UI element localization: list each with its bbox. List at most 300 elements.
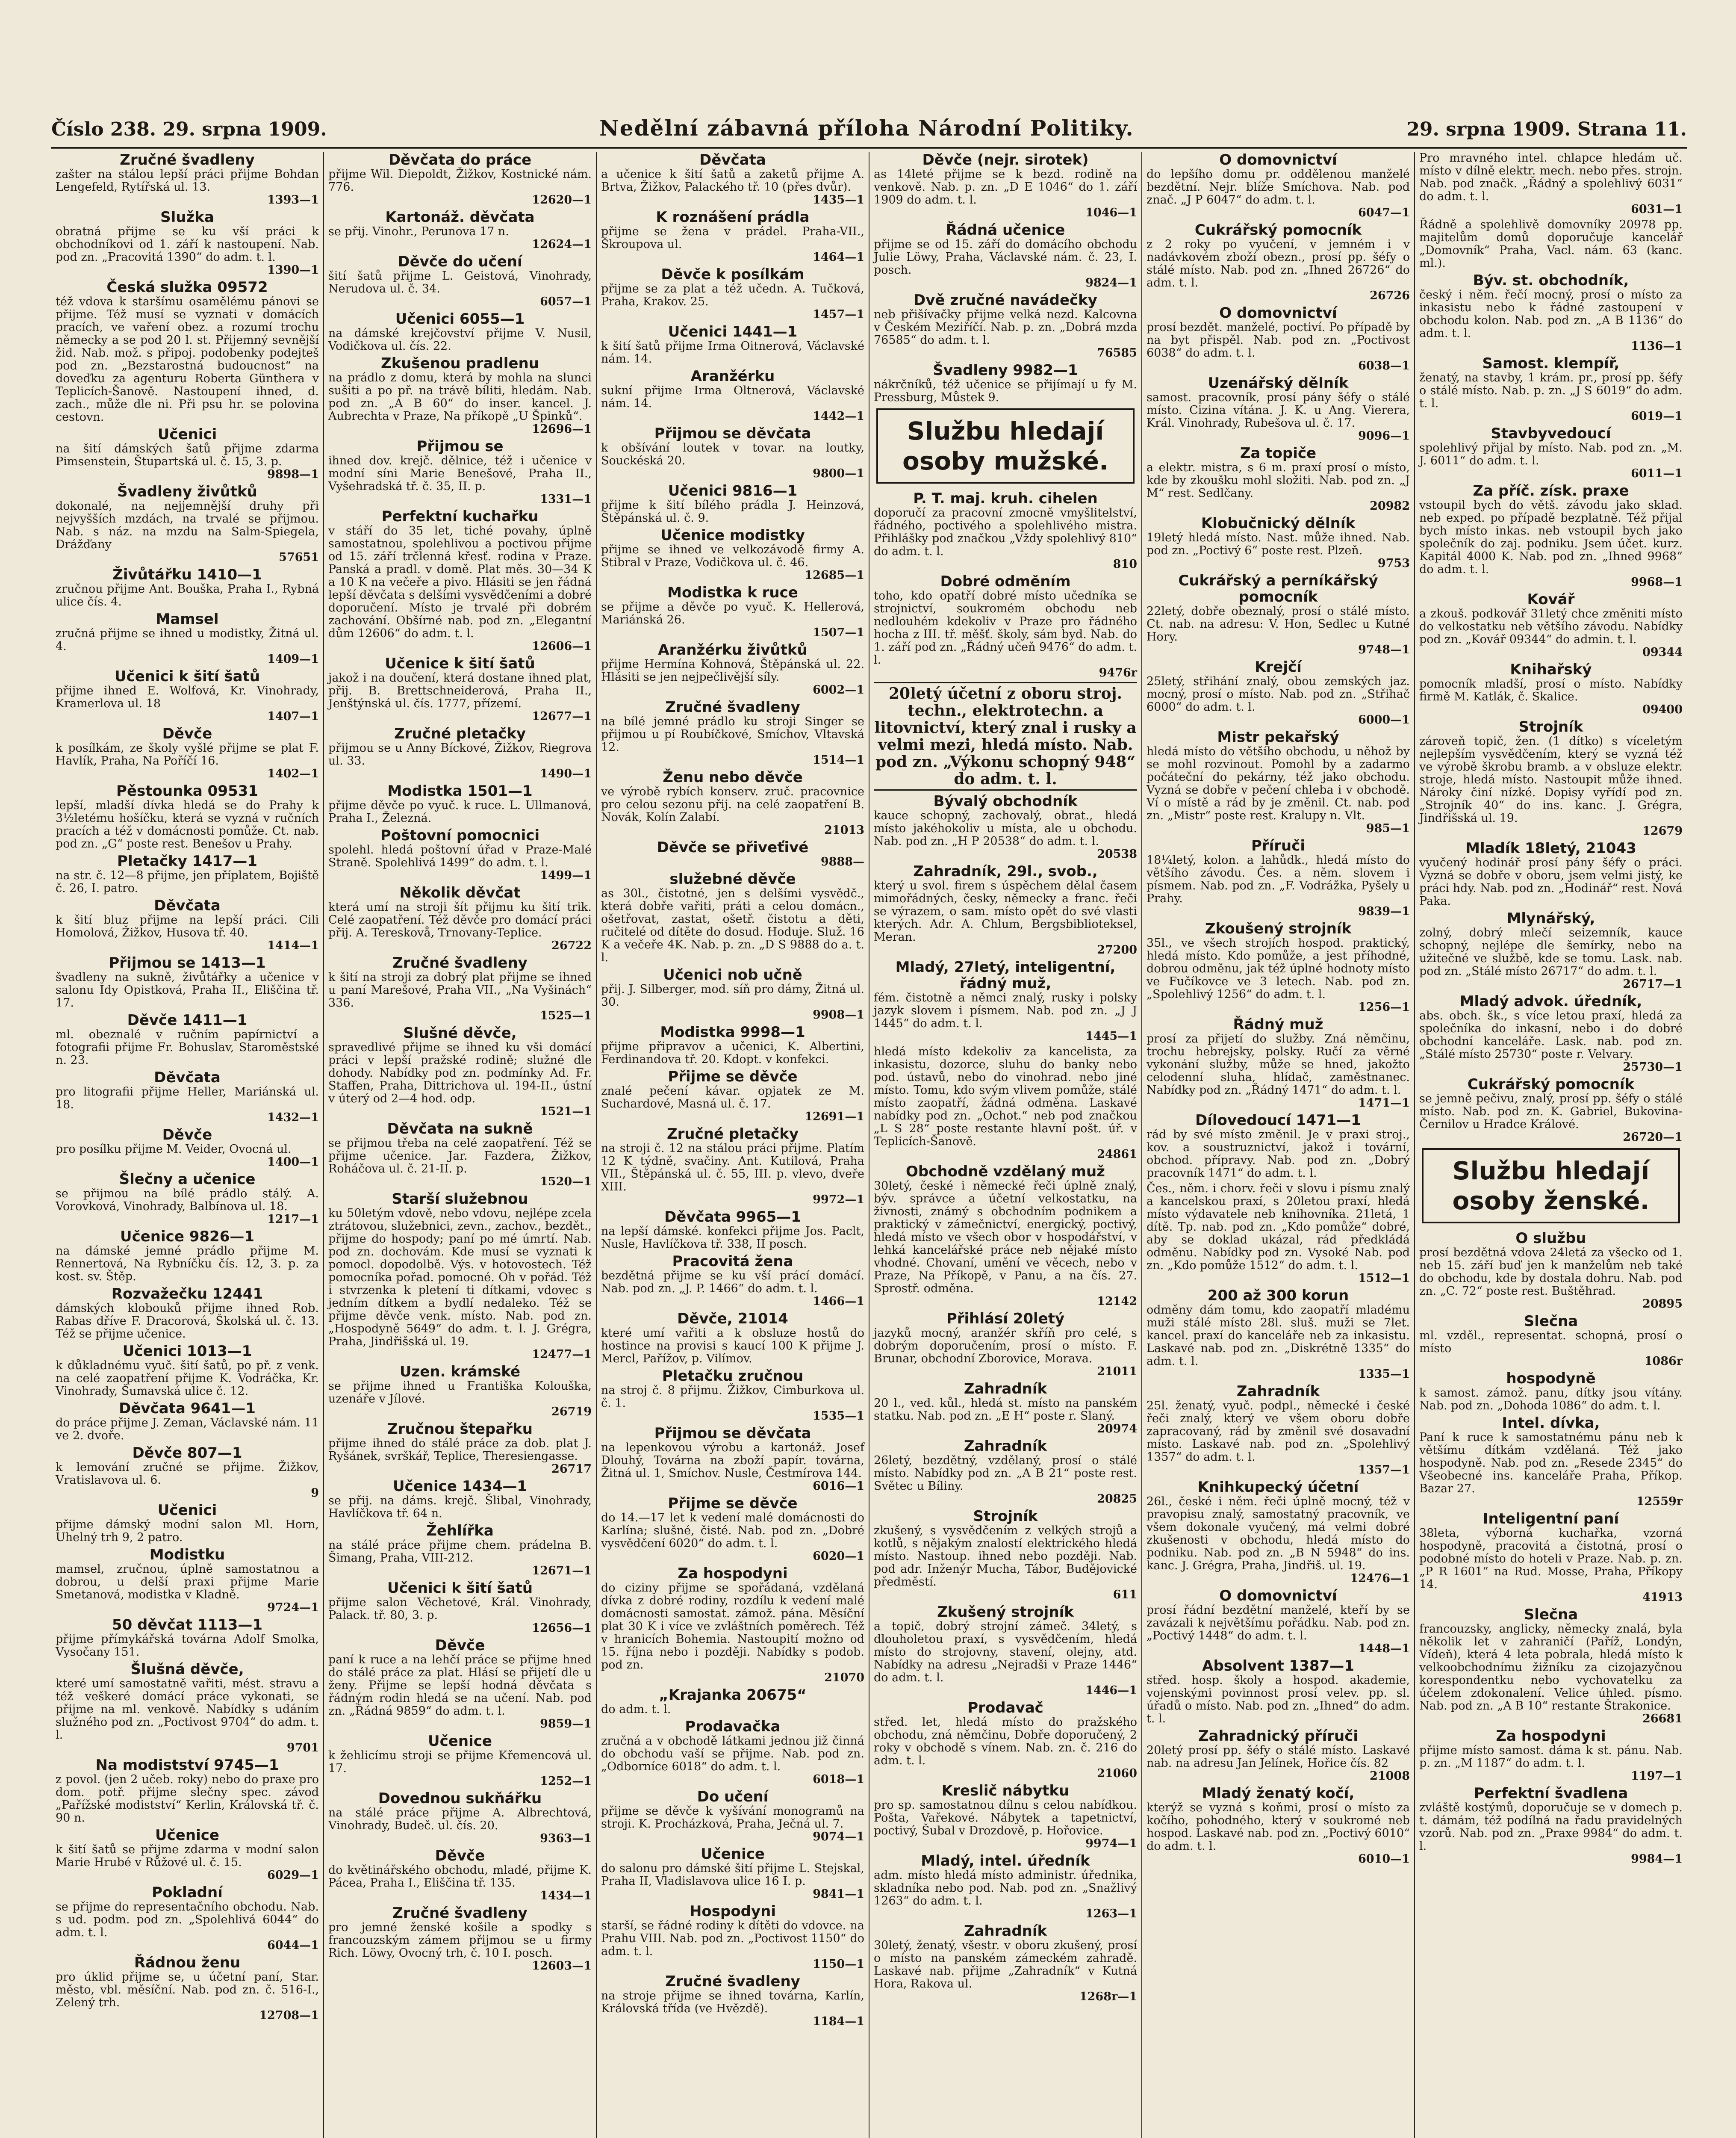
ad-heading: Přijmou se bbox=[416, 438, 504, 455]
ad-reference-number: 1335—1 bbox=[1358, 1367, 1410, 1381]
ad-heading: Zkušenou pradlenu bbox=[381, 355, 539, 372]
ad-heading: Pletačky 1417—1 bbox=[117, 853, 257, 870]
ad-text: přijme Hermína Kohnová, Štěpánská ul. 22. Hlásiti se jen nejpečlivější síly. bbox=[601, 658, 864, 684]
ad-text: též vdova k staršímu osamělému pánovi se přijme. Též musí se vyznati v domácích pracích, ve vaření obez. a rozumí trochu německy a se pod 20 l. st. Přijemný sevnější žid. Nab. mož. s připoj. podobenky podejteš pod zn. „Bezstarostná budoucnost“ na doveďku za agenturu Roberta Günthera v Teplicích-Šanově. Nastoupení ihned, d. zach., může dle ni. Při psu hr. se polovina cestovn. bbox=[56, 295, 319, 424]
ad-reference-number: 9363—1 bbox=[540, 1832, 592, 1845]
ad-text: kauce schopný, zachovalý, obrat., hledá místo jakéhokoliv u místa, ale u obchodu. Nab. pod zn. „H P 20538“ do adm. t. l. bbox=[874, 809, 1137, 848]
ad-heading: Přijme se děvče bbox=[668, 1068, 798, 1085]
page-header bbox=[51, 115, 1687, 145]
classified-ad bbox=[328, 1478, 592, 1520]
classified-ad bbox=[874, 1604, 1137, 1697]
classified-ad bbox=[1419, 840, 1683, 908]
ad-reference-number: 1512—1 bbox=[1358, 1272, 1410, 1285]
classified-ad bbox=[328, 885, 592, 952]
classified-ad bbox=[328, 438, 592, 506]
ad-text: zkušený, s vysvědčením z velkých strojů a kotlů, s nějakým znalostí elektrického hledá místo. Nastoup. ihned nebo později. Nab. pod adr. Inženýr Mucha, Tábor, Budějovické předměstí. bbox=[874, 1524, 1137, 1589]
classified-ad bbox=[1419, 591, 1683, 659]
ad-text: do adm. t. l. bbox=[601, 1703, 671, 1716]
ad-heading: Děvčata bbox=[154, 897, 221, 914]
classified-ad bbox=[601, 769, 864, 837]
ad-reference-number: 9972—1 bbox=[813, 1193, 864, 1206]
ad-text: na prádlo z domu, která by mohla na slunci sušiti a po př. na trávě bíliti, hledám. Nab. pod zn. „A B 60“ do inser. kancel. J. Aubrechta v Praze, Na příkopě „U Špinků“. bbox=[328, 371, 592, 423]
classified-ad bbox=[874, 1783, 1137, 1850]
classified-ad bbox=[874, 1163, 1137, 1308]
classified-ad bbox=[56, 898, 319, 952]
classified-ad bbox=[56, 1547, 319, 1614]
classified-ad bbox=[1147, 1016, 1410, 1110]
ad-heading: Zkoušený strojník bbox=[1205, 920, 1352, 937]
classified-ad bbox=[56, 783, 319, 850]
ad-reference-number: 20974 bbox=[1097, 1422, 1137, 1435]
ad-text: přijme ihned E. Wolfová, Kr. Vinohrady, Kramerlova ul. 18 bbox=[56, 684, 319, 710]
ad-text: fém. čistotně a němci znalý, rusky i polsky jazyk slovem i písmem. Nab. pod zn. „J J 1445“ do adm. t. l. bbox=[874, 991, 1137, 1030]
classified-ad bbox=[56, 955, 319, 1010]
ad-heading: Za topiče bbox=[1240, 445, 1317, 462]
ad-text: přijme dámský modní salon Ml. Horn, Uhelný trh 9, 2 patro. bbox=[56, 1518, 319, 1544]
ad-text: prosí bezdět. manželé, poctiví. Po případě by na byt přispěl. Nab. pod zn. „Poctivost 6038“ do adm. t. l. bbox=[1147, 321, 1410, 360]
ad-text: 30letý, ženatý, všestr. v oboru zkušený, prosí o místo na panském zámeckém zahradě. Laskavé nab. přijme „Zahradník“ v Kutná Hora, Rakova ul. bbox=[874, 1939, 1137, 1990]
ad-heading: 50 děvčat 1113—1 bbox=[112, 1616, 263, 1633]
classified-ad bbox=[328, 1191, 592, 1361]
ad-heading: Zahradník bbox=[964, 1438, 1047, 1455]
ad-text: bezdětná přijme se ku vší prácí domácí. Nab. pod zn. „J. P. 1466“ do adm. t. l. bbox=[601, 1269, 864, 1295]
ad-heading: Kreslič nábytku bbox=[941, 1782, 1070, 1799]
ad-reference-number: 6057—1 bbox=[540, 295, 592, 308]
classified-ad bbox=[1147, 659, 1410, 726]
ad-text: a elektr. mistra, s 6 m. praxí prosí o místo, kde by zkoušku mohl složiti. Nab. pod zn. „J M“ rest. Sedlčany. bbox=[1147, 461, 1410, 500]
ad-heading: Zahradnický příruči bbox=[1198, 1728, 1359, 1745]
ad-reference-number: 9476r bbox=[1099, 666, 1137, 679]
ad-reference-number: 09400 bbox=[1642, 703, 1683, 716]
ad-heading: Švadleny živůtků bbox=[117, 483, 257, 500]
ad-heading: Mladý ženatý kočí, bbox=[1202, 1785, 1355, 1802]
ad-text: adm. místo hledá místo administr. úřednika, skladníka nebo pod. Nab. pod zn. „Snažlivý 1263“ do adm. t. l. bbox=[874, 1869, 1137, 1908]
classified-ad bbox=[601, 1687, 864, 1716]
ad-text: starší, se řádné rodiny k dítěti do vdovce. na Prahu VIII. Nab. pod zn. „Poctivost 1150“ do adm. t. l. bbox=[601, 1919, 864, 1958]
ad-heading: Zahradník bbox=[964, 1380, 1047, 1397]
ad-text: vyučený hodinář prosí pány šéfy o práci. Vyzná se dobře v oboru, jsem velmi jistý, ke práci hdy. Nab. pod zn. „Hodinář“ rest. Nová Paka. bbox=[1419, 856, 1683, 908]
ad-reference-number: 9824—1 bbox=[1085, 276, 1137, 289]
ad-text: do ciziny přijme se spořádaná, vzdělaná dívka z dobré rodiny, rozdílu k vedení malé domácnosti samostat. zámož. pána. Měsíční plat 30 K i více ve zvláštních poměrech. Též v hranicích Bohemia. Nastoupití možno od 15. října nebo i později. Nabídky s podob. pod zn. bbox=[601, 1581, 864, 1671]
ad-reference-number: 1520—1 bbox=[540, 1175, 592, 1188]
classified-ad bbox=[874, 1508, 1137, 1601]
classified-ad bbox=[1147, 1785, 1410, 1866]
classified-ad bbox=[56, 567, 319, 608]
ad-reference-number: 1432—1 bbox=[267, 1111, 319, 1124]
ad-text: se přijmou třeba na celé zaopatření. Též se přijme učenice. Jar. Fazdera, Žižkov, Roháčova ul. č. 21-II. p. bbox=[328, 1137, 592, 1175]
ad-heading: Služka bbox=[160, 209, 214, 226]
ad-reference-number: 9074—1 bbox=[813, 1830, 864, 1843]
ad-heading: Učenici k šití šatů bbox=[387, 1580, 533, 1597]
ad-list bbox=[601, 152, 864, 2028]
classified-ad bbox=[1419, 993, 1683, 1074]
classified-ad bbox=[328, 209, 592, 251]
ad-list bbox=[1147, 152, 1410, 1866]
ad-text: zároveň topič, žen. (1 dítko) s víceletým nejlepším vysvědčením, který se vyzná též ve výrobě škrobu bramb. a v obsluze elektr. stroje, hledá místo. Nastoupit může ihned. Nároky činí nízké. Dopisy vyřídí pod zn. „Strojník 40“ do ins. kanc. J. Grégra, Jindřišská ul. 19. bbox=[1419, 735, 1683, 825]
ad-reference-number: 9800—1 bbox=[813, 467, 864, 480]
ad-reference-number: 1464—1 bbox=[813, 251, 864, 264]
ad-reference-number: 985—1 bbox=[1366, 822, 1410, 835]
ad-heading: P. T. maj. kruh. cihelen bbox=[913, 490, 1098, 507]
ad-reference-number: 12476—1 bbox=[1350, 1572, 1410, 1585]
classified-ad bbox=[1147, 729, 1410, 835]
ad-heading: Kartonáž. děvčata bbox=[385, 209, 535, 226]
ad-reference-number: 9841—1 bbox=[813, 1887, 864, 1901]
ad-heading: Pěstounka 09531 bbox=[116, 783, 258, 800]
ad-reference-number: 57651 bbox=[279, 551, 319, 564]
ad-text: vstoupil bych do větš. závodu jako sklad. neb exped. po případě bezplatně. Též přijal bych místo inkas. neb vstoupil bych jako společník do zaj. podniku. Jsem účet. kurz. Kapitál 4000 K. Nab. pod zn. „Ihned 9968“ do adm. t. l. bbox=[1419, 499, 1683, 576]
classified-ad bbox=[328, 1637, 592, 1730]
ad-list bbox=[56, 152, 319, 2022]
ad-heading: Učenice bbox=[428, 1733, 492, 1750]
ad-heading: Děvče bbox=[162, 725, 212, 742]
ad-text: na lepenkovou výrobu a kartonáž. Josef Dlouhý, Továrna na zboží papír. továrna, Žitná ul. 1, Smíchov. Nusle, Čestmírova 144. bbox=[601, 1441, 864, 1480]
ad-reference-number: 20895 bbox=[1642, 1297, 1683, 1311]
ad-text: se přijmou na bílé prádlo stálý. A. Vorovková, Vinohrady, Balbínova ul. 18. bbox=[56, 1187, 319, 1213]
ad-text: hledá místo kdekoliv za kancelista, za inkasistu, dozorce, sluhu do banky nebo pod. ústavů, nebo do vinohrad. nebo jiné místo. Tomu, kdo svým vlivem pomůže, stálé místo zaopatří, žádná odměna. Laskavé nabídky pod zn. „Ochot.“ neb pod značkou „L S 28“ poste restante hlavní pošt. úř. v Teplicích-Šanově. bbox=[874, 1045, 1137, 1148]
ad-text: přijme připravov a učenici, K. Albertini, Ferdinandova tř. 20. Kdopt. v konfekci. bbox=[601, 1040, 864, 1066]
ad-heading: Děvčata na sukně bbox=[387, 1120, 533, 1137]
ad-text: dámských klobouků přijme ihned Rob. Rabas dříve F. Dracorová, Školská ul. č. 13. Též se přijme učenice. bbox=[56, 1302, 319, 1341]
classified-ad bbox=[328, 656, 592, 723]
classified-ad bbox=[874, 863, 1137, 957]
ad-reference-number: 41913 bbox=[1642, 1591, 1683, 1604]
classified-ad bbox=[56, 1502, 319, 1544]
ad-reference-number: 9859—1 bbox=[540, 1717, 592, 1730]
ad-reference-number: 12671—1 bbox=[532, 1564, 592, 1577]
classified-ad bbox=[328, 783, 592, 825]
classified-ad bbox=[874, 1853, 1137, 1920]
ad-heading: Mladý, 27letý, inteligentní, řádný muž, bbox=[895, 959, 1116, 992]
ad-text: přijme se děvče k vyšívání monogramů na stroji. K. Procházková, Praha, Ječná ul. 7. bbox=[601, 1804, 864, 1831]
ad-reference-number: 1256—1 bbox=[1358, 1001, 1410, 1014]
ad-list bbox=[874, 793, 1137, 2003]
ad-heading: hospodyně bbox=[1506, 1370, 1596, 1387]
ad-reference-number: 1393—1 bbox=[267, 193, 319, 207]
header-rule bbox=[51, 147, 1687, 149]
ad-text: as 30l., čistotné, jen s delšími vysvědč., která dobře vařiti, práti a celou domácn., ošetřovat, zastat, ošetř. čistotu a děti, ručitelé od dítěte do dosud. Hoduje. Služ. 16 K a večeře 4K. Nab. p. zn. „D S 9888 do a. t. l. bbox=[601, 887, 864, 964]
classified-ad bbox=[601, 1425, 864, 1493]
ad-text: k samost. zámož. panu, dítky jsou vítány. Nab. pod zn. „Dohoda 1086“ do adm. t. l. bbox=[1419, 1386, 1683, 1412]
ad-text: se přijme do representačního obchodu. Nab. s ud. podm. pod zn. „Spolehlivá 6044“ do adm. t. l. bbox=[56, 1900, 319, 1939]
classified-ad bbox=[56, 209, 319, 277]
ad-heading: Na modistství 9745—1 bbox=[95, 1757, 279, 1774]
ad-heading: Zručné pletačky bbox=[394, 725, 526, 742]
ad-reference-number: 1435—1 bbox=[813, 193, 864, 207]
ad-heading: Za hospodyni bbox=[678, 1565, 788, 1582]
ad-reference-number: 26719 bbox=[551, 1405, 592, 1418]
ad-text: do květinářského obchodu, mladé, přijme K. Pácea, Praha I., Eliščina tř. 135. bbox=[328, 1863, 592, 1890]
ad-text: které umí vařiti a k obsluze hostů do hostince na provisi s kaucí 100 K přijme J. Mercl, Pařížov, p. Vilímov. bbox=[601, 1326, 864, 1365]
ad-text: znalé pečení kávar. opjatek ze M. Suchardové, Masná ul. č. 17. bbox=[601, 1084, 864, 1110]
classified-ad bbox=[56, 1955, 319, 2022]
classified-ad bbox=[1419, 1076, 1683, 1144]
ad-reference-number: 21070 bbox=[824, 1671, 864, 1684]
ad-heading: Modistku bbox=[149, 1546, 225, 1563]
ad-reference-number: 1217—1 bbox=[267, 1213, 319, 1226]
ad-heading: Pokladní bbox=[152, 1884, 223, 1901]
ad-heading: Dobré odměním bbox=[940, 573, 1071, 590]
classified-ad bbox=[1147, 445, 1410, 513]
featured-ad-banner: 20letý účetní z oboru stroj. techn., elektrotechn. a litovnictví, který znal i rusky a velmi mezi, hledá místo. Nab. pod zn. „Výkonu schopný 948“ do adm. t. l. bbox=[874, 682, 1137, 791]
ad-text: prosí řádní bezdětní manželé, kteří by se zavázali k největšímu pořádku. Nab. pod zn. „Poctivý 1448“ do adm. t. l. bbox=[1147, 1604, 1410, 1642]
ad-text: do lepšího domu pr. oddělenou manželé bezdětní. Nejr. blíže Smíchova. Nab. pod znač. „J P 6047“ do adm. t. l. bbox=[1147, 168, 1410, 207]
ad-heading: Mistr pekařský bbox=[1217, 729, 1339, 746]
ad-heading: Dílovedoucí 1471—1 bbox=[1195, 1112, 1361, 1129]
ad-reference-number: 1407—1 bbox=[267, 710, 319, 723]
classified-ad bbox=[1147, 1588, 1410, 1655]
ad-heading: Uzen. krámské bbox=[399, 1363, 521, 1380]
ad-reference-number: 6029—1 bbox=[267, 1869, 319, 1882]
ad-reference-number: 24861 bbox=[1097, 1148, 1137, 1161]
column-5 bbox=[1142, 152, 1415, 2138]
ad-text: 25letý, střihání znalý, obou zemských jaz. mocný, prosí o místo. Nab. pod zn. „Střihač 6000“ do adm. t. l. bbox=[1147, 675, 1410, 714]
ad-heading: Děvče 1411—1 bbox=[127, 1012, 248, 1029]
ad-heading: Absolvent 1387—1 bbox=[1202, 1657, 1354, 1674]
classified-ad bbox=[874, 1700, 1137, 1780]
ad-text: přijme Wil. Diepoldt, Žižkov, Kostnické nám. 776. bbox=[328, 168, 592, 194]
ad-heading: služebné děvče bbox=[669, 871, 796, 888]
ad-reference-number: 1448—1 bbox=[1358, 1642, 1410, 1655]
classified-ad bbox=[601, 324, 864, 366]
ad-heading: Švadleny 9982—1 bbox=[933, 362, 1078, 379]
ad-reference-number: 6018—1 bbox=[813, 1773, 864, 1786]
ad-text: střed. let, hledá místo do pražského obchodu, zná němčinu, Dobře doporučený, 2 roky v obchodě s vínem. Nab. zn. č. 216 do adm. t. l. bbox=[874, 1716, 1137, 1767]
classified-ad bbox=[874, 152, 1137, 219]
ad-heading: Mlynářský, bbox=[1506, 910, 1595, 927]
classified-ad bbox=[874, 1381, 1137, 1435]
ad-heading: Do učení bbox=[697, 1788, 769, 1805]
header-title: Nedělní zábavná příloha Národní Politiky. bbox=[599, 115, 1134, 141]
classified-ad bbox=[1419, 483, 1683, 589]
ad-text: na stroji č. 12 na stálou práci přijme. Platím 12 K týdně, svačiny. Ant. Kutilová, Praha VII., Štěpánská ul. č. 55, III. p. vlevo, dveře XIII. bbox=[601, 1142, 864, 1193]
ad-reference-number: 12691—1 bbox=[805, 1110, 864, 1123]
classified-ad bbox=[1419, 910, 1683, 991]
ad-heading: Děvče, 21014 bbox=[677, 1310, 788, 1327]
ad-reference-number: 1268r—1 bbox=[1079, 1990, 1137, 2003]
classified-ad bbox=[874, 573, 1137, 679]
ad-text: přijme se ihned ve velkozávodě firmy A. Stibral v Praze, Vodičkova ul. č. 46. bbox=[601, 543, 864, 569]
ad-heading: Býv. st. obchodník, bbox=[1473, 272, 1629, 289]
column-3 bbox=[597, 152, 869, 2138]
ad-heading: Šlušná děvče, bbox=[130, 1661, 244, 1678]
ad-heading: Prodavač bbox=[967, 1699, 1043, 1716]
ad-heading: Slečna bbox=[1524, 1606, 1578, 1623]
classified-ad bbox=[56, 1400, 319, 1442]
ad-reference-number: 6002—1 bbox=[813, 683, 864, 697]
ad-heading: O službu bbox=[1515, 1230, 1586, 1247]
classified-ad bbox=[328, 955, 592, 1022]
classified-ad bbox=[874, 362, 1137, 404]
ad-heading: Modistka 1501—1 bbox=[387, 783, 533, 800]
ad-heading: Pletačku zručnou bbox=[662, 1367, 804, 1385]
ad-reference-number: 6044—1 bbox=[267, 1939, 319, 1952]
ad-reference-number: 9898—1 bbox=[267, 468, 319, 481]
ad-heading: Dovednou sukňářku bbox=[378, 1790, 542, 1807]
classified-columns bbox=[51, 152, 1687, 2138]
classified-ad bbox=[601, 266, 864, 321]
classified-ad bbox=[601, 1253, 864, 1308]
header-page-number: 29. srpna 1909. Strana 11. bbox=[1406, 118, 1687, 140]
classified-ad bbox=[601, 642, 864, 697]
column-2 bbox=[324, 152, 597, 2138]
ad-reference-number: 1471—1 bbox=[1358, 1096, 1410, 1110]
ad-text: lepší, mladší dívka hledá se do Prahy k 3½letému hošíčku, která se vyzná v ručních pracích a též v domácnosti pomůže. Ct. nab. pod zn. „G“ poste rest. Benešov u Prahy. bbox=[56, 799, 319, 850]
ad-heading: Několik děvčat bbox=[399, 884, 521, 901]
classified-ad bbox=[56, 484, 319, 564]
classified-ad bbox=[1419, 1230, 1683, 1311]
classified-ad bbox=[601, 425, 864, 480]
section-heading-men: Službu hledají osoby mužské. bbox=[876, 408, 1135, 484]
ad-reference-number: 1263—1 bbox=[1085, 1907, 1137, 1920]
ad-reference-number: 9839—1 bbox=[1358, 905, 1410, 918]
ad-heading: Děvče 807—1 bbox=[132, 1444, 242, 1462]
ad-heading: Slečna bbox=[1524, 1313, 1578, 1330]
ad-reference-number: 611 bbox=[1113, 1588, 1137, 1601]
ad-list bbox=[1419, 1230, 1683, 1866]
ad-reference-number: 1150—1 bbox=[813, 1958, 864, 1971]
ad-list bbox=[874, 152, 1137, 404]
ad-text: šití šatů přijme L. Geistová, Vinohrady, Nerudova ul. č. 34. bbox=[328, 269, 592, 295]
ad-heading: Starší služebnou bbox=[392, 1190, 528, 1208]
ad-heading: Řádná učenice bbox=[946, 221, 1065, 239]
ad-heading: Přihlásí 20letý bbox=[946, 1310, 1065, 1327]
classified-ad bbox=[874, 490, 1137, 571]
ad-heading: Děvčata 9965—1 bbox=[664, 1208, 801, 1226]
ad-text: se přij. na dáms. krejč. Šlibal, Vinohrady, Havlíčkova tř. 64 n. bbox=[328, 1494, 592, 1520]
classified-ad bbox=[874, 1045, 1137, 1161]
classified-ad bbox=[601, 368, 864, 423]
classified-ad bbox=[328, 1848, 592, 1902]
ad-reference-number: 1442—1 bbox=[813, 410, 864, 423]
classified-ad bbox=[328, 1025, 592, 1118]
ad-text: k lemování zručné se přijme. Žižkov, Vratislavova ul. 6. bbox=[56, 1461, 319, 1487]
ad-text: na dámské krejčovství přijme V. Nusil, Vodičkova ul. čís. 22. bbox=[328, 327, 592, 353]
ad-text: zručná přijme se ihned u modistky, Žitná ul. 4. bbox=[56, 627, 319, 653]
ad-text: na stroj č. 8 přijmu. Žižkov, Cimburkova ul. č. 1. bbox=[601, 1384, 864, 1410]
ad-heading: Zkušený strojník bbox=[937, 1604, 1074, 1621]
ad-text: kterýž se vyzná s koňmi, prosí o místo za kočího, pohodného, který v soukromé neb hospod. Laskavé nab. pod zn. „Poctivý 6010“ do adm. t. l. bbox=[1147, 1801, 1410, 1853]
classified-ad bbox=[56, 1445, 319, 1500]
classified-ad bbox=[601, 1311, 864, 1365]
header-issue: Číslo 238. 29. srpna 1909. bbox=[51, 118, 327, 140]
ad-text: zolný, dobrý mlečí seizemník, kauce schopný, nejlépe dle šemírky, nebo na užitečné ve službě, kde se tomu. Lask. nab. pod zn. „Stálé místo 26717“ do adm. t. l. bbox=[1419, 926, 1683, 978]
ad-heading: Učenici 1441—1 bbox=[668, 323, 798, 340]
ad-heading: Strojník bbox=[973, 1508, 1038, 1525]
ad-text: dokonalé, na nejjemnější druhy při nejvyšších mzdách, na trvalé se přijmou. Nab. s náz. na mzdu na Salm-Spiegela, Drážďany bbox=[56, 499, 319, 551]
ad-reference-number: 20982 bbox=[1370, 499, 1410, 513]
classified-ad bbox=[56, 611, 319, 666]
ad-reference-number: 12477—1 bbox=[532, 1348, 592, 1361]
ad-text: pro sp. samostatnou dílnu s celou nabídkou. Pošta, Vařekové. Nábytek a tapetnictví, poctivý, Šubal v Drozdově, p. Hořovice. bbox=[874, 1798, 1137, 1837]
classified-ad bbox=[1419, 719, 1683, 838]
ad-reference-number: 12708—1 bbox=[259, 2009, 319, 2022]
ad-text: a učenice k šití šatů a zaketů přijme A. Brtva, Žižkov, Palackého tř. 10 (přes dvůr). bbox=[601, 168, 864, 194]
ad-heading: Učenici k šití šatů bbox=[114, 668, 260, 685]
ad-text: se přij. Vinohr., Perunova 17 n. bbox=[328, 225, 509, 238]
ad-heading: Pracovitá žena bbox=[672, 1253, 793, 1270]
ad-text: 20letý prosí pp. šéfy o stálé místo. Laskavé nab. na adresu Jan Jelínek, Hořice čís. 82 bbox=[1147, 1744, 1410, 1770]
ad-reference-number: 12685—1 bbox=[805, 569, 864, 582]
ad-text: k posílkám, ze školy vyšlé přijme se plat F. Havlík, Praha, Na Poříčí 16. bbox=[56, 741, 319, 768]
ad-text: pro jemné ženské košile a spodky s francouzským zámem přijmou se u firmy Rich. Löwy, Ovocný trh, č. 10 I. posch. bbox=[328, 1921, 592, 1960]
classified-ad bbox=[56, 853, 319, 895]
ad-reference-number: 1400—1 bbox=[267, 1155, 319, 1169]
ad-heading: Děvče bbox=[162, 1126, 212, 1143]
ad-reference-number: 1514—1 bbox=[813, 753, 864, 767]
classified-ad bbox=[56, 1617, 319, 1659]
classified-ad bbox=[601, 152, 864, 207]
ad-text: toho, kdo opatří dobré místo učedníka se strojnictví, soukromém obchodu neb nedlouhém kdekoliv v Praze pro řádného hocha z III. tř. měšť. školy, sám byd. Nab. do 1. září pod zn. „Řádný učeň 9476“ do adm. t. l. bbox=[874, 589, 1137, 667]
ad-heading: Rozvažečku 12441 bbox=[111, 1285, 263, 1302]
ad-text: spolehlivý přijal by místo. Nab. pod zn. „M. J. 6011“ do adm. t. l. bbox=[1419, 441, 1683, 467]
ad-text: ve výrobě rybích konserv. zruč. pracovnice pro celou sezonu přij. na celé zaopatření B. Novák, Kolín Zalabí. bbox=[601, 785, 864, 824]
ad-reference-number: 6047—1 bbox=[1358, 206, 1410, 219]
ad-heading: Knihkupecký účetní bbox=[1197, 1479, 1359, 1496]
ad-heading: Mamsel bbox=[156, 611, 219, 628]
ad-reference-number: 12624—1 bbox=[532, 238, 592, 251]
ad-text: paní k ruce a na lehčí práce se přijme hned do stálé práce za plat. Hlásí se přijetí dle u ženy. Přijme se lepší hodná děvčata s řádným rodin hledá se na učení. Nab. pod zn. „Řádná 9859“ do adm. t. l. bbox=[328, 1653, 592, 1718]
ad-text: na lepší dámské. konfekci přijme Jos. Paclt, Nusle, Havlíčkova tř. 338, II posch. bbox=[601, 1225, 864, 1251]
ad-heading: Zručné švadleny bbox=[392, 1905, 528, 1922]
classified-ad bbox=[1147, 1182, 1410, 1285]
ad-heading: Perfektní kuchařku bbox=[381, 508, 539, 525]
column-1 bbox=[51, 152, 324, 2138]
classified-ad bbox=[874, 793, 1137, 861]
ad-reference-number: 6038—1 bbox=[1358, 359, 1410, 372]
ad-reference-number: 26720—1 bbox=[1623, 1131, 1683, 1144]
classified-ad bbox=[328, 1733, 592, 1788]
ad-text: přijme k šití bílého prádla J. Heinzová, Štěpánská ul. č. 9. bbox=[601, 499, 864, 525]
classified-ad bbox=[874, 1923, 1137, 2003]
ad-text: se přijme ihned u Františka Kolouška, uzenáře v Jílové. bbox=[328, 1379, 592, 1406]
classified-ad bbox=[601, 839, 864, 868]
ad-reference-number: 25730—1 bbox=[1623, 1060, 1683, 1074]
ad-text: 19letý hledá místo. Nast. může ihned. Nab. pod zn. „Poctivý 6“ poste rest. Plzeň. bbox=[1147, 531, 1410, 557]
ad-heading: Děvče do učení bbox=[398, 253, 522, 270]
ad-heading: Zahradník, 29l., svob., bbox=[913, 863, 1098, 880]
classified-ad bbox=[56, 426, 319, 481]
ad-text: rád by své místo změnil. Je v praxi stroj., kov. a soustruznictví, jakož i tovární, obchod. přípravy. Nab. pod zn. „Dobrý pracovník 1471“ do adm. t. l. bbox=[1147, 1128, 1410, 1180]
ad-heading: Hospodyni bbox=[689, 1903, 776, 1920]
classified-ad bbox=[328, 254, 592, 308]
ad-heading: Mladý advok. úředník, bbox=[1459, 993, 1642, 1010]
ad-text: do 14.—17 let k vedení malé domácnosti do Karlína; slušné, čisté. Nab. pod zn. „Dobré vysvědčení 6020“ do adm. t. l. bbox=[601, 1511, 864, 1550]
classified-ad bbox=[328, 1364, 592, 1418]
ad-heading: Aranžérku bbox=[690, 368, 775, 385]
ad-reference-number: 1086r bbox=[1644, 1355, 1683, 1368]
classified-ad bbox=[328, 508, 592, 653]
ad-reference-number: 9888— bbox=[820, 855, 864, 868]
ad-reference-number: 1252—1 bbox=[540, 1775, 592, 1788]
classified-ad bbox=[874, 222, 1137, 289]
classified-ad bbox=[1147, 1383, 1410, 1477]
ad-text: přij. J. Silberger, mod. síň pro dámy, Žitná ul. 30. bbox=[601, 983, 864, 1009]
ad-text: jakož i na doučení, která dostane ihned plat, přij. B. Brettschneiderová, Praha II., Jenštýnská ul. čís. 1777, přízemí. bbox=[328, 671, 592, 710]
ad-heading: Obchodně vzdělaný muž bbox=[906, 1163, 1105, 1180]
ad-reference-number: 9 bbox=[311, 1486, 319, 1500]
ad-reference-number: 21008 bbox=[1370, 1769, 1410, 1783]
classified-ad bbox=[56, 1171, 319, 1226]
ad-reference-number: 12603—1 bbox=[532, 1959, 592, 1973]
classified-ad bbox=[328, 827, 592, 882]
ad-reference-number: 1197—1 bbox=[1631, 1769, 1683, 1783]
classified-ad bbox=[1419, 272, 1683, 353]
ad-text: k šití na stroji za dobrý plat přijme se ihned u paní Marešové, Praha VII., „Na Vyšinách“ 336. bbox=[328, 971, 592, 1010]
ad-reference-number: 1357—1 bbox=[1358, 1463, 1410, 1477]
ad-text: obratná přijme se ku vší práci k obchodníkovi od 1. září k nastoupení. Nab. pod zn. „Pracovitá 1390“ do adm. t. l. bbox=[56, 225, 319, 264]
ad-text: pro posílku přijme M. Veider, Ovocná ul. bbox=[56, 1143, 292, 1156]
